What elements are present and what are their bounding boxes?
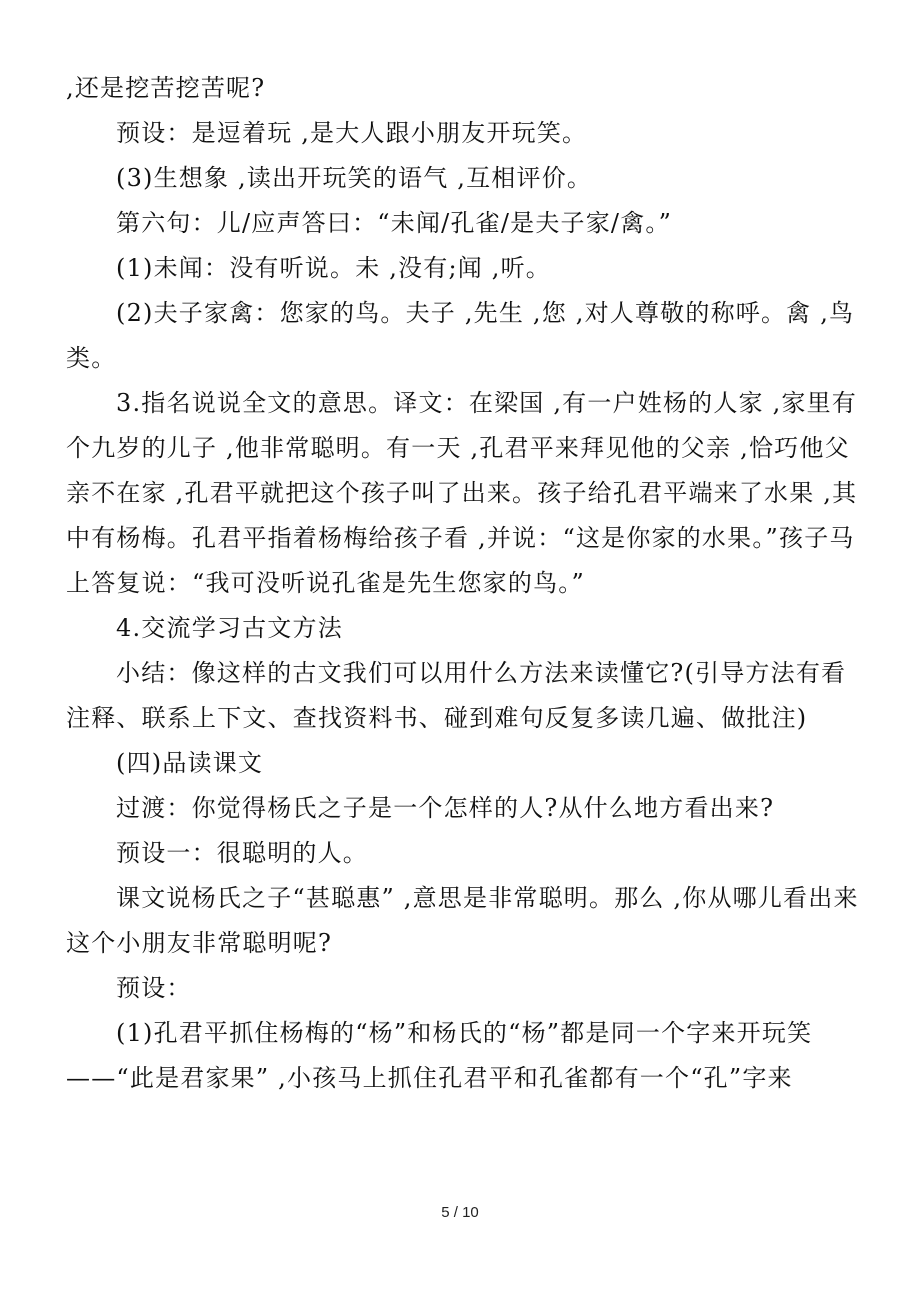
paragraph-summary: 小结：像这样的古文我们可以用什么方法来读懂它?(引导方法有看注释、联系上下文、查找资料书、碰到难句反复多读几遍、做批注) [66,659,847,732]
section-heading-reading: (四)品读课文 [116,749,264,777]
paragraph-point-1: (1)孔君平抓住杨梅的“杨”和杨氏的“杨”都是同一个字来开玩笑——“此是君家果” ,小孩马上抓住孔君平和孔雀都有一个“孔”字来 [66,1019,813,1092]
paragraph-transition: 过渡：你觉得杨氏之子是一个怎样的人?从什么地方看出来? [116,794,775,822]
paragraph-note-2: (2)夫子家禽：您家的鸟。夫子 ,先生 ,您 ,对人尊敬的称呼。禽 ,鸟类。 [66,299,855,372]
paragraph-step-3: (3)生想象 ,读出开玩笑的语气 ,互相评价。 [116,164,593,192]
paragraph-sixth-sentence: 第六句：儿/应声答曰：“未闻/孔雀/是夫子家/禽。” [116,209,673,237]
paragraph-smart: 课文说杨氏之子“甚聪惠” ,意思是非常聪明。那么 ,你从哪儿看出来这个小朋友非常聪明呢? [66,884,859,957]
paragraph-preset-joke: 预设：是逗着玩 ,是大人跟小朋友开玩笑。 [116,119,588,147]
paragraph-note-1: (1)未闻：没有听说。未 ,没有;闻 ,听。 [116,254,551,282]
paragraph-continuation: ,还是挖苦挖苦呢? [66,74,266,102]
paragraph-method-heading: 4.交流学习古文方法 [116,614,343,642]
paragraph-translation: 3.指名说说全文的意思。译文：在梁国 ,有一户姓杨的人家 ,家里有个九岁的儿子 ,他非常聪明。有一天 ,孔君平来拜见他的父亲 ,恰巧他父亲不在家 ,孔君平就把这个孩子叫了出来。孩子给孔君平端来了水果 ,其中有杨梅。孔君平指着杨梅给孩子看 ,并说：“这是你家的水果。”孩子马上答复说：“我可没听说孔雀是先生您家的鸟。” [66,389,858,597]
page-number: 5 / 10 [441,1204,479,1221]
document-body [66,66,866,1101]
paragraph-preset-one: 预设一：很聪明的人。 [116,839,368,867]
paragraph-preset-label: 预设： [116,974,192,1002]
